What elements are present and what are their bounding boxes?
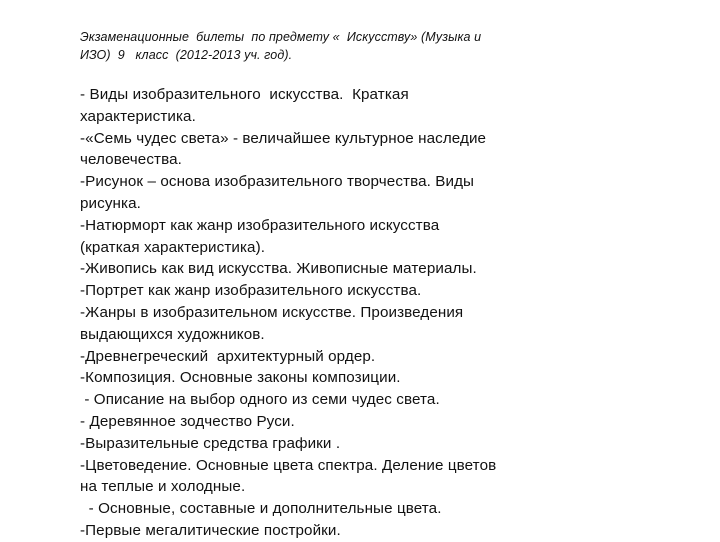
- document-header: [80, 28, 520, 64]
- topic-line-13: -Древнегреческий архитектурный ордер.: [80, 347, 376, 365]
- topic-line-17: -Выразительные средства графики .: [80, 434, 341, 452]
- topic-line-10: -Портрет как жанр изобразительного искусства.: [80, 282, 422, 300]
- topic-line-2: характеристика.: [80, 107, 196, 125]
- topic-line-9: -Живопись как вид искусства. Живописные материалы.: [80, 260, 477, 278]
- topic-line-16: - Деревянное зодчество Руси.: [80, 412, 295, 430]
- topic-line-7: -Натюрморт как жанр изобразительного искусства: [80, 216, 440, 234]
- topic-line-8: (краткая характеристика).: [80, 238, 266, 256]
- topic-line-18: -Цветоведение. Основные цвета спектра. Деление цветов: [80, 456, 497, 474]
- topic-line-12: выдающихся художников.: [80, 325, 265, 343]
- topic-line-4: человечества.: [80, 151, 182, 169]
- topic-line-14: -Композиция. Основные законы композиции.: [80, 369, 401, 387]
- topic-line-3: -«Семь чудес света» - величайшее культурное наследие: [80, 129, 487, 147]
- topic-list: [80, 84, 540, 542]
- topic-line-5: -Рисунок – основа изобразительного творчества. Виды: [80, 173, 475, 191]
- header-line-2: ИЗО) 9 класс (2012-2013 уч. год).: [80, 48, 293, 62]
- topic-line-6: рисунка.: [80, 194, 141, 212]
- topic-line-19: на теплые и холодные.: [80, 478, 246, 496]
- topic-line-20: - Основные, составные и дополнительные цвета.: [80, 500, 442, 518]
- topic-line-11: -Жанры в изобразительном искусстве. Произведения: [80, 303, 464, 321]
- topic-line-1: - Виды изобразительного искусства. Краткая: [80, 86, 409, 103]
- topic-line-21: -Первые мегалитические постройки.: [80, 521, 341, 539]
- topic-line-15: - Описание на выбор одного из семи чудес света.: [80, 391, 440, 409]
- header-line-1: Экзаменационные билеты по предмету « Искусству» (Музыка и: [80, 30, 482, 44]
